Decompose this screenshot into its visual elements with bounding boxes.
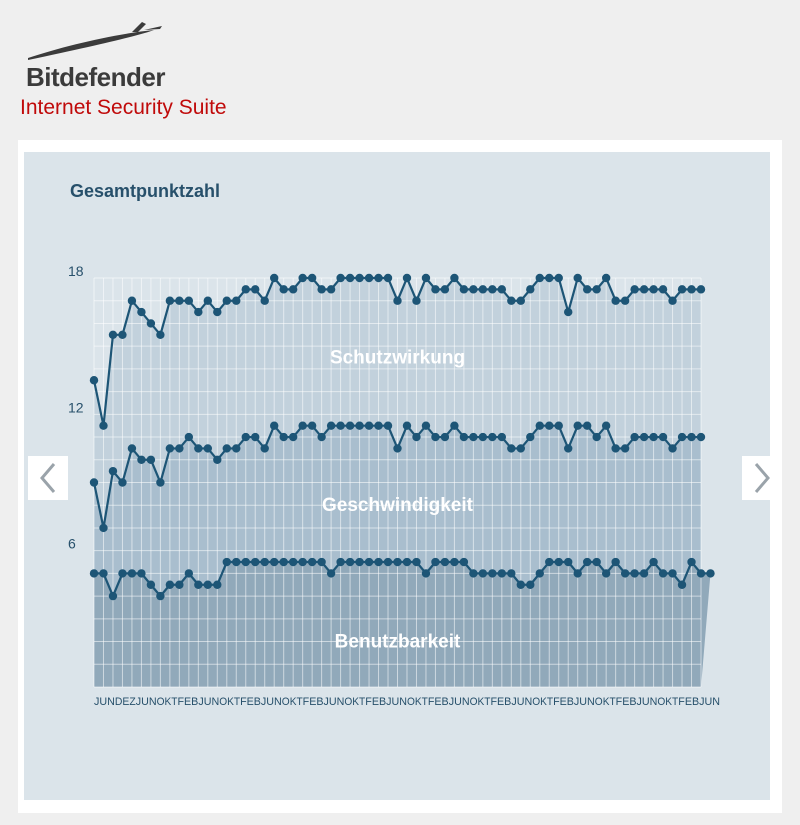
data-point [469,433,477,441]
data-point [194,581,202,589]
data-point [678,285,686,293]
data-point [517,581,525,589]
data-point [517,444,525,452]
data-point [403,558,411,566]
data-point [545,421,553,429]
data-point [564,558,572,566]
data-point [109,467,117,475]
data-point [488,569,496,577]
data-point [109,331,117,339]
data-point [232,297,240,305]
data-point [431,285,439,293]
data-point [166,444,174,452]
data-point [649,433,657,441]
data-point [431,433,439,441]
data-point [611,444,619,452]
data-point [118,569,126,577]
data-point [621,297,629,305]
data-point [687,433,695,441]
data-point [450,558,458,566]
data-point [536,421,544,429]
x-tick-label: OKT [281,696,303,708]
x-tick-label: JUN [573,696,595,708]
data-point [261,297,269,305]
data-point [479,285,487,293]
x-tick-label: JUN [386,696,408,708]
data-point [678,433,686,441]
data-point [450,274,458,282]
data-point [308,274,316,282]
data-point [346,274,354,282]
x-tick-label: JUN [260,696,282,708]
data-point [279,285,287,293]
data-point [355,274,363,282]
data-point [242,285,250,293]
data-point [555,274,563,282]
data-point [659,433,667,441]
data-point [185,433,193,441]
data-point [336,558,344,566]
data-point [403,421,411,429]
data-point [270,421,278,429]
data-point [223,297,231,305]
data-point [355,421,363,429]
data-point [336,421,344,429]
x-tick-label: JUN [94,696,115,708]
data-point [460,285,468,293]
data-point [289,285,297,293]
band-area-3 [94,562,710,687]
data-point [128,297,136,305]
data-point [393,297,401,305]
data-point [526,433,534,441]
data-point [592,285,600,293]
data-point [90,569,98,577]
data-point [687,558,695,566]
y-tick-label: 6 [68,535,76,552]
data-point [479,569,487,577]
data-point [194,308,202,316]
data-point [118,478,126,486]
data-point [223,558,231,566]
data-point [270,558,278,566]
data-point [488,433,496,441]
data-point [659,569,667,577]
data-point [469,285,477,293]
data-point [175,581,183,589]
data-point [630,433,638,441]
data-point [649,285,657,293]
data-point [156,478,164,486]
x-tick-label: JUN [511,696,533,708]
data-point [251,558,259,566]
data-point [678,581,686,589]
data-point [621,444,629,452]
brand-name: Bitdefender [26,62,165,92]
data-point [469,569,477,577]
data-point [687,285,695,293]
data-point [441,433,449,441]
data-point [374,274,382,282]
data-point [279,558,287,566]
previous-button[interactable] [28,456,68,500]
x-tick-label: OKT [594,696,616,708]
data-point [592,433,600,441]
data-point [659,285,667,293]
data-point [109,592,117,600]
band-label: Benutzbarkeit [334,631,461,653]
chevron-right-icon [742,456,782,500]
data-point [706,569,714,577]
data-point [640,433,648,441]
data-point [668,297,676,305]
data-point [327,569,335,577]
data-point [384,558,392,566]
data-point [213,581,221,589]
data-point [261,444,269,452]
next-button[interactable] [742,456,782,500]
data-point [460,433,468,441]
x-tick-label: OKT [156,696,178,708]
data-point [545,558,553,566]
data-point [649,558,657,566]
data-point [431,558,439,566]
data-point [298,558,306,566]
data-point [517,297,525,305]
data-point [668,569,676,577]
data-point [289,433,297,441]
y-axis-ticks [68,263,84,552]
data-point [355,558,363,566]
data-point [507,569,515,577]
data-point [526,581,534,589]
x-tick-label: FEB [365,696,387,708]
data-point [697,285,705,293]
x-tick-label: FEB [490,696,512,708]
x-tick-label: JUN [135,696,157,708]
data-point [99,421,107,429]
y-tick-label: 12 [68,399,84,416]
data-point [611,297,619,305]
data-point [128,444,136,452]
data-point [251,433,259,441]
data-point [137,456,145,464]
data-point [137,308,145,316]
x-tick-label: JUN [198,696,220,708]
data-point [498,433,506,441]
data-point [574,569,582,577]
data-point [564,308,572,316]
x-tick-label: FEB [427,696,449,708]
data-point [441,558,449,566]
data-point [213,308,221,316]
data-point [147,456,155,464]
data-point [223,444,231,452]
data-point [384,421,392,429]
x-tick-label: FEB [240,696,261,708]
data-point [422,421,430,429]
data-point [697,569,705,577]
data-point [261,558,269,566]
data-point [232,444,240,452]
data-point [536,274,544,282]
data-point [668,444,676,452]
data-point [90,478,98,486]
data-point [583,285,591,293]
data-point [602,421,610,429]
data-point [166,297,174,305]
product-name: Internet Security Suite [20,96,227,119]
data-point [175,444,183,452]
data-point [583,558,591,566]
data-point [545,274,553,282]
data-point [308,558,316,566]
y-tick-label: 18 [68,263,84,279]
data-point [441,285,449,293]
data-point [298,274,306,282]
band-label: Schutzwirkung [329,347,466,369]
data-point [365,421,373,429]
data-point [536,569,544,577]
data-point [526,285,534,293]
data-point [298,421,306,429]
data-point [204,444,212,452]
x-tick-label: FEB [553,696,574,708]
data-point [412,297,420,305]
data-point [185,297,193,305]
data-point [270,274,278,282]
x-tick-label: OKT [407,696,429,708]
x-tick-label: DEZ [114,696,136,708]
data-point [498,285,506,293]
data-point [232,558,240,566]
x-tick-label: FEB [678,696,700,708]
data-point [374,421,382,429]
data-point [99,569,107,577]
data-point [592,558,600,566]
data-point [602,569,610,577]
data-point [630,285,638,293]
data-point [204,581,212,589]
chart-title: Gesamtpunktzahl [70,181,221,201]
data-point [697,433,705,441]
data-point [166,581,174,589]
data-point [99,524,107,532]
data-point [393,558,401,566]
data-point [574,421,582,429]
data-point [194,444,202,452]
data-point [507,297,515,305]
data-point [621,569,629,577]
data-point [156,592,164,600]
data-point [555,558,563,566]
data-point [346,558,354,566]
data-point [640,569,648,577]
data-point [156,331,164,339]
x-tick-label: OKT [532,696,554,708]
data-point [403,274,411,282]
x-tick-label: JUN [323,696,345,708]
data-point [412,433,420,441]
data-point [611,558,619,566]
data-point [251,285,259,293]
data-point [308,421,316,429]
data-point [564,444,572,452]
data-point [242,433,250,441]
data-point [118,331,126,339]
data-point [602,274,610,282]
data-point [317,433,325,441]
data-point [450,421,458,429]
x-tick-label: OKT [657,696,679,708]
data-point [289,558,297,566]
data-point [147,319,155,327]
data-point [488,285,496,293]
x-tick-label: OKT [219,696,241,708]
data-point [336,274,344,282]
data-point [175,297,183,305]
data-point [185,569,193,577]
x-tick-label: JUN [448,696,470,708]
x-axis-ticks [94,696,720,708]
data-point [640,285,648,293]
data-point [630,569,638,577]
data-point [384,274,392,282]
data-point [574,274,582,282]
data-point [204,297,212,305]
x-tick-label: OKT [344,696,366,708]
x-tick-label: JUN [699,696,721,708]
data-point [479,433,487,441]
data-point [279,433,287,441]
data-point [374,558,382,566]
data-point [365,558,373,566]
data-point [327,285,335,293]
data-point [137,569,145,577]
band-label: Geschwindigkeit [322,495,473,517]
data-point [460,558,468,566]
data-point [213,456,221,464]
data-point [346,421,354,429]
data-point [393,444,401,452]
x-tick-label: FEB [177,696,199,708]
chevron-left-icon [28,456,68,500]
data-point [422,569,430,577]
data-point [412,558,420,566]
data-point [498,569,506,577]
data-point [327,421,335,429]
data-point [555,421,563,429]
x-tick-label: OKT [469,696,491,708]
x-tick-label: JUN [636,696,658,708]
data-point [90,376,98,384]
data-point [507,444,515,452]
data-point [147,581,155,589]
x-tick-label: FEB [615,696,637,708]
data-point [242,558,250,566]
data-point [365,274,373,282]
data-point [128,569,136,577]
data-point [583,421,591,429]
x-tick-label: FEB [302,696,324,708]
data-point [317,285,325,293]
data-point [317,558,325,566]
data-point [422,274,430,282]
